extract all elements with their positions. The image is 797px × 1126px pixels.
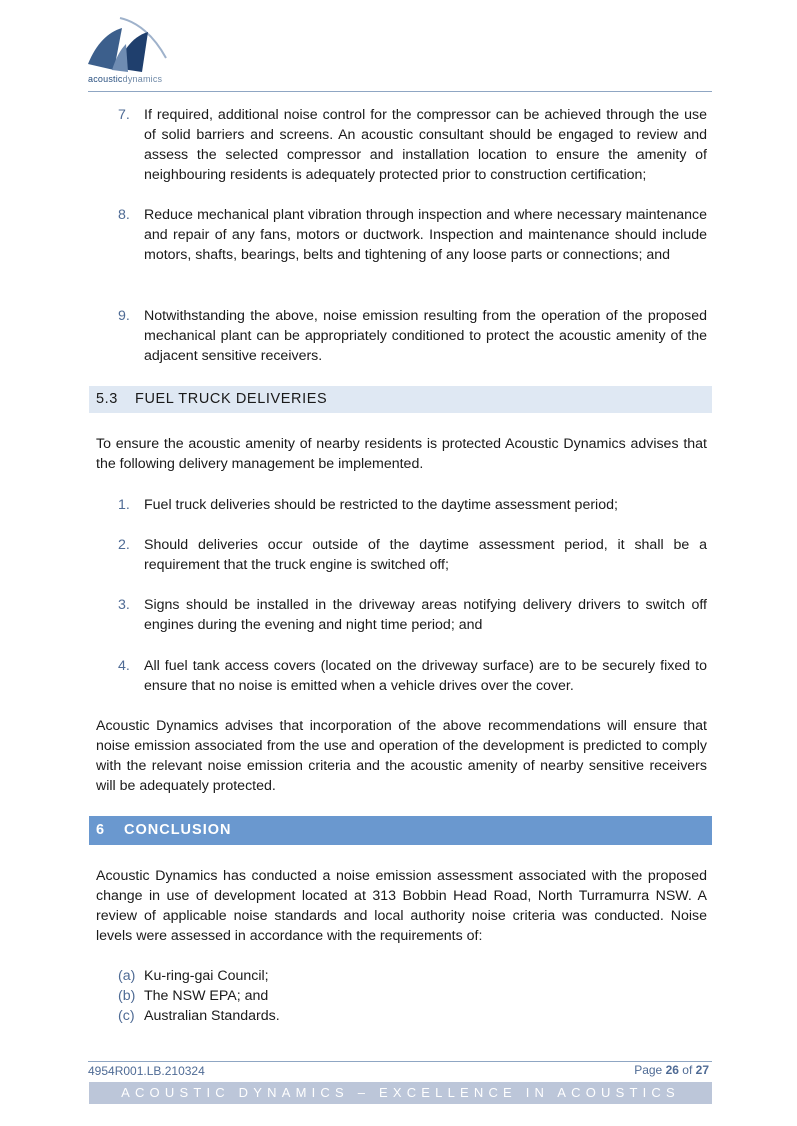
item-text: Reduce mechanical plant vibration through inspection and where necessary maintenance and repair of any fans, motors or ductwork. Inspection and maintenance should include motors, shafts, bearings, belts and tightening of any loose parts or connections; and [144, 207, 707, 264]
list-item [118, 595, 707, 635]
list-item [118, 535, 707, 575]
item-label: (b) [118, 988, 136, 1004]
item-text: Should deliveries occur outside of the daytime assessment period, it shall be a requirement that the truck engine is switched off; [144, 537, 707, 574]
item-label: (a) [118, 968, 136, 984]
footer-divider [88, 1061, 712, 1062]
list-item [118, 495, 707, 515]
list-item [118, 986, 268, 1006]
page-of: of [682, 1063, 693, 1077]
page-prefix: Page [634, 1063, 663, 1077]
item-number: 2. [118, 537, 130, 553]
list-item [118, 205, 707, 265]
item-text: The NSW EPA; and [144, 988, 269, 1004]
section-6-heading [89, 816, 712, 845]
section-6-intro: Acoustic Dynamics has conducted a noise emission assessment associated with the proposed change in use of development located at 313 Bobbin Head Road, North Turramurra NSW. A review of applicable noise standards and local authority noise criteria was conducted. Noise levels were assessed in accordance with the requirements of: [96, 868, 707, 945]
item-number: 3. [118, 597, 130, 613]
footer-tagline: ACOUSTIC DYNAMICS – EXCELLENCE IN ACOUSTICS [121, 1085, 680, 1100]
item-text: Ku-ring-gai Council; [144, 968, 269, 984]
item-text: Australian Standards. [144, 1008, 280, 1024]
item-text: Notwithstanding the above, noise emission resulting from the operation of the proposed mechanical plant can be appropriately conditioned to protect the acoustic amenity of the adjacent sensitive receivers. [144, 308, 707, 365]
section-title: FUEL TRUCK DELIVERIES [135, 391, 328, 407]
logo-text-dynamics: dynamics [122, 74, 163, 84]
document-reference: 4954R001.LB.210324 [88, 1064, 205, 1078]
item-text: Fuel truck deliveries should be restricted to the daytime assessment period; [144, 497, 618, 513]
section-number: 5.3 [96, 391, 118, 407]
page-current: 26 [665, 1063, 679, 1077]
section-5-3-intro: To ensure the acoustic amenity of nearby residents is protected Acoustic Dynamics advises that the following delivery management be implemented. [96, 436, 707, 473]
item-number: 4. [118, 658, 130, 674]
section-title: CONCLUSION [124, 822, 232, 838]
logo-text-acoustic: acoustic [88, 74, 123, 84]
header-divider [88, 91, 712, 92]
list-item [118, 966, 269, 986]
section-5-3-closing: Acoustic Dynamics advises that incorporation of the above recommendations will ensure that noise emission associated from the use and operation of the development is predicted to comply with the relevant noise emission criteria and the acoustic amenity of nearby sensitive receivers will be adequately protected. [96, 718, 707, 795]
company-logo [86, 14, 176, 90]
item-text: All fuel tank access covers (located on the driveway surface) are to be securely fixed to ensure that no noise is emitted when a vehicle drives over the cover. [144, 658, 707, 695]
section-number: 6 [96, 822, 106, 838]
item-number: 1. [118, 497, 130, 513]
item-text: If required, additional noise control for the compressor can be achieved through the use of solid barriers and screens. An acoustic consultant should be engaged to review and assess the selected compressor and installation location to ensure the amenity of neighbouring residents is adequately protected prior to construction certification; [144, 107, 707, 184]
list-item [118, 656, 707, 696]
footer-tagline-band [89, 1082, 712, 1104]
page-total: 27 [695, 1063, 709, 1077]
item-number: 9. [118, 308, 130, 324]
logo-wordmark [88, 74, 162, 84]
list-item [118, 105, 707, 185]
list-item [118, 306, 707, 366]
section-5-3-heading [89, 386, 712, 413]
item-number: 8. [118, 207, 130, 223]
page-number [634, 1063, 709, 1077]
list-item [118, 1006, 280, 1026]
item-text: Signs should be installed in the driveway areas notifying delivery drivers to switch off engines during the evening and night time period; and [144, 597, 707, 634]
logo-sails-icon [86, 14, 176, 76]
item-number: 7. [118, 107, 130, 123]
item-label: (c) [118, 1008, 135, 1024]
